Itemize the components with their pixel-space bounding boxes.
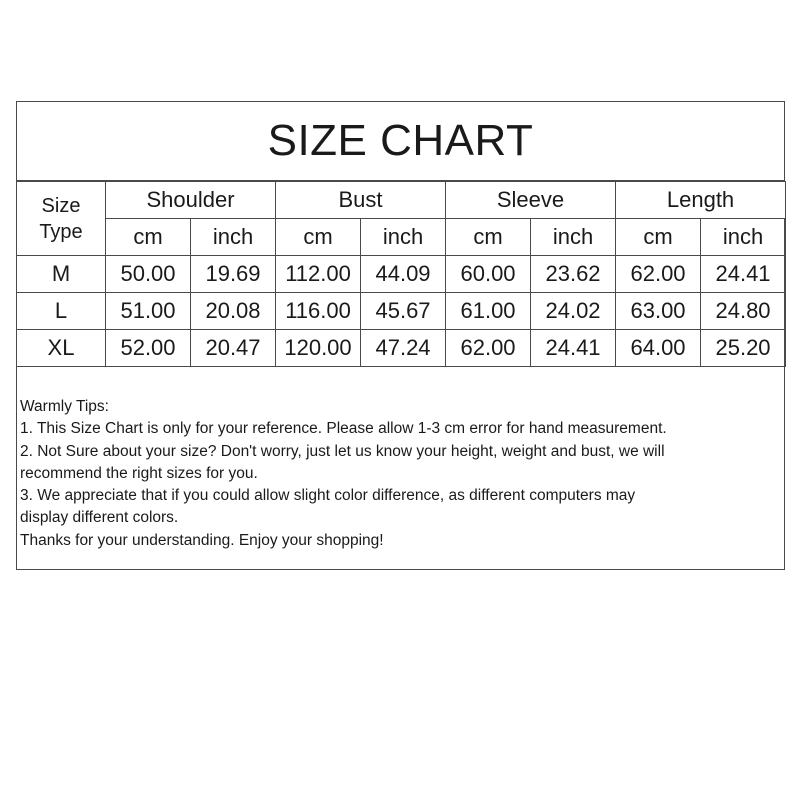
table-cell: 60.00 <box>446 256 531 293</box>
table-cell: 24.02 <box>531 293 616 330</box>
table-cell: 62.00 <box>616 256 701 293</box>
table-cell: 24.41 <box>531 330 616 367</box>
table-row <box>17 293 786 330</box>
table-cell: 20.08 <box>191 293 276 330</box>
unit-header: cm <box>616 219 701 256</box>
group-header-length: Length <box>616 182 786 219</box>
table-cell: 120.00 <box>276 330 361 367</box>
table-cell: 44.09 <box>361 256 446 293</box>
table-cell: 64.00 <box>616 330 701 367</box>
table-cell: 23.62 <box>531 256 616 293</box>
unit-header: inch <box>361 219 446 256</box>
tip-line: display different colors. <box>20 509 179 527</box>
tip-line: recommend the right sizes for you. <box>20 464 258 482</box>
tips-text <box>20 396 780 552</box>
table-cell: 24.41 <box>701 256 786 293</box>
unit-header: inch <box>191 219 276 256</box>
unit-header: cm <box>446 219 531 256</box>
chart-title: SIZE CHART <box>17 102 784 181</box>
table-cell: 47.24 <box>361 330 446 367</box>
group-header-bust: Bust <box>276 182 446 219</box>
table-cell: 116.00 <box>276 293 361 330</box>
table-cell: 112.00 <box>276 256 361 293</box>
unit-header-row <box>17 219 786 256</box>
size-header-line: Size <box>41 194 81 217</box>
tip-line: 1. This Size Chart is only for your reference. Please allow 1-3 cm error for hand measurement. <box>20 420 667 438</box>
group-header-row <box>17 182 786 219</box>
size-label: L <box>17 293 106 330</box>
size-table <box>16 181 786 367</box>
table-cell: 63.00 <box>616 293 701 330</box>
table-cell: 25.20 <box>701 330 786 367</box>
size-type-header <box>17 182 106 256</box>
size-header-line: Type <box>39 220 83 243</box>
table-row <box>17 330 786 367</box>
unit-header: cm <box>106 219 191 256</box>
table-cell: 24.80 <box>701 293 786 330</box>
size-label: M <box>17 256 106 293</box>
table-cell: 62.00 <box>446 330 531 367</box>
table-cell: 20.47 <box>191 330 276 367</box>
size-label: XL <box>17 330 106 367</box>
table-row <box>17 256 786 293</box>
table-cell: 52.00 <box>106 330 191 367</box>
tip-line: 3. We appreciate that if you could allow slight color difference, as different computers may <box>20 487 636 505</box>
unit-header: inch <box>701 219 786 256</box>
table-cell: 50.00 <box>106 256 191 293</box>
size-chart-panel <box>16 101 785 570</box>
table-cell: 61.00 <box>446 293 531 330</box>
group-header-sleeve: Sleeve <box>446 182 616 219</box>
group-header-shoulder: Shoulder <box>106 182 276 219</box>
table-cell: 19.69 <box>191 256 276 293</box>
table-cell: 45.67 <box>361 293 446 330</box>
tip-closing: Thanks for your understanding. Enjoy your shopping! <box>20 531 384 549</box>
unit-header: cm <box>276 219 361 256</box>
tip-line: 2. Not Sure about your size? Don't worry, just let us know your height, weight and bust, we will <box>20 442 665 460</box>
unit-header: inch <box>531 219 616 256</box>
tips-heading: Warmly Tips: <box>20 398 109 415</box>
table-cell: 51.00 <box>106 293 191 330</box>
